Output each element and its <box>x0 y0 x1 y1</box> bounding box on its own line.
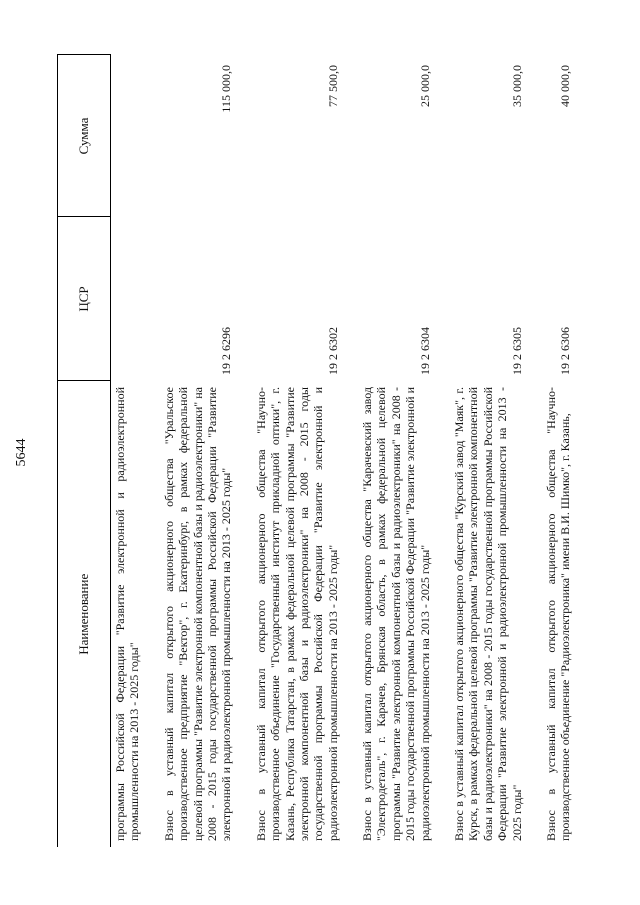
row-csr: 19 2 6304 <box>417 327 432 375</box>
row-name: Взнос в уставный капитал открытого акционерного общества "Курский завод "Маяк", г. Курск, в рамках федеральной целевой программы "Развитие электронной компонентной базы и радиоэлектроники" на 2008 - 2015 годы государственной программы Российской Федерации "Развитие электронной и радиоэлектронной промышленности на 2013 - 2025 годы" <box>452 387 524 841</box>
row-name: Взнос в уставный капитал открытого акционерного общества "Научно-производственное объединение "Радиоэлектроника" имени В.И. Шимко", г. Казань, <box>543 387 573 841</box>
row-csr: 19 2 6296 <box>219 327 234 375</box>
row-name: Взнос в уставный капитал открытого акционерного общества "Карачевский завод "Электродеталь", г. Карачев, Брянская область, в рамках федеральной целевой программы "Развитие электронной компонентной базы и радиоэлектроники" на 2008 - 2015 годы государственной программы Российской Федерации "Развитие электронной и радиоэлектронной промышленности на 2013 - 2025 годы" <box>360 387 432 841</box>
header-csr: ЦСР <box>58 217 111 381</box>
table-row <box>438 55 530 847</box>
table-row <box>111 55 148 847</box>
header-name: Наименование <box>58 381 111 847</box>
row-name: Взнос в уставный капитал открытого акционерного общества "Уральское производственное предприятие "Вектор", г. Екатеринбург, в рамках федеральной целевой программы "Развитие электронной компонентной базы и радиоэлектроники" на 2008 - 2015 годы государственной программы Российской Федерации "Развитие электронной и радиоэлектронной промышленности на 2013 - 2025 годы" <box>161 387 234 841</box>
row-sum: 115 000,0 <box>219 65 234 113</box>
table-row <box>530 55 579 847</box>
table-row <box>148 55 240 847</box>
row-csr: 19 2 6306 <box>558 327 573 375</box>
row-sum: 25 000,0 <box>417 65 432 107</box>
row-sum <box>111 55 148 217</box>
row-name: Взнос в уставный капитал открытого акционерного общества "Научно-производственное объединение "Государственный институт прикладной оптики", г. Казань, Республика Татарстан, в рамках федеральной целевой программы "Развитие электронной компонентной базы и радиоэлектроники" на 2008 - 2015 годы государственной программы Российской Федерации "Развитие электронной и радиоэлектронной промышленности на 2013 - 2025 годы" <box>253 387 340 841</box>
page-number: 5644 <box>14 438 29 467</box>
table-row <box>346 55 438 847</box>
row-name: программы Российской Федерации "Развитие электронной и радиоэлектронной промышленности на 2013 - 2025 годы" <box>113 387 142 841</box>
row-csr: 19 2 6302 <box>325 327 340 375</box>
table-header-row <box>58 55 111 847</box>
header-sum: Сумма <box>58 55 111 217</box>
row-csr: 19 2 6305 <box>509 327 524 375</box>
table-row <box>240 55 346 847</box>
row-sum: 40 000,0 <box>558 65 573 107</box>
row-sum: 77 500,0 <box>325 65 340 107</box>
budget-table <box>57 55 579 848</box>
row-sum: 35 000,0 <box>509 65 524 107</box>
row-csr <box>111 217 148 381</box>
